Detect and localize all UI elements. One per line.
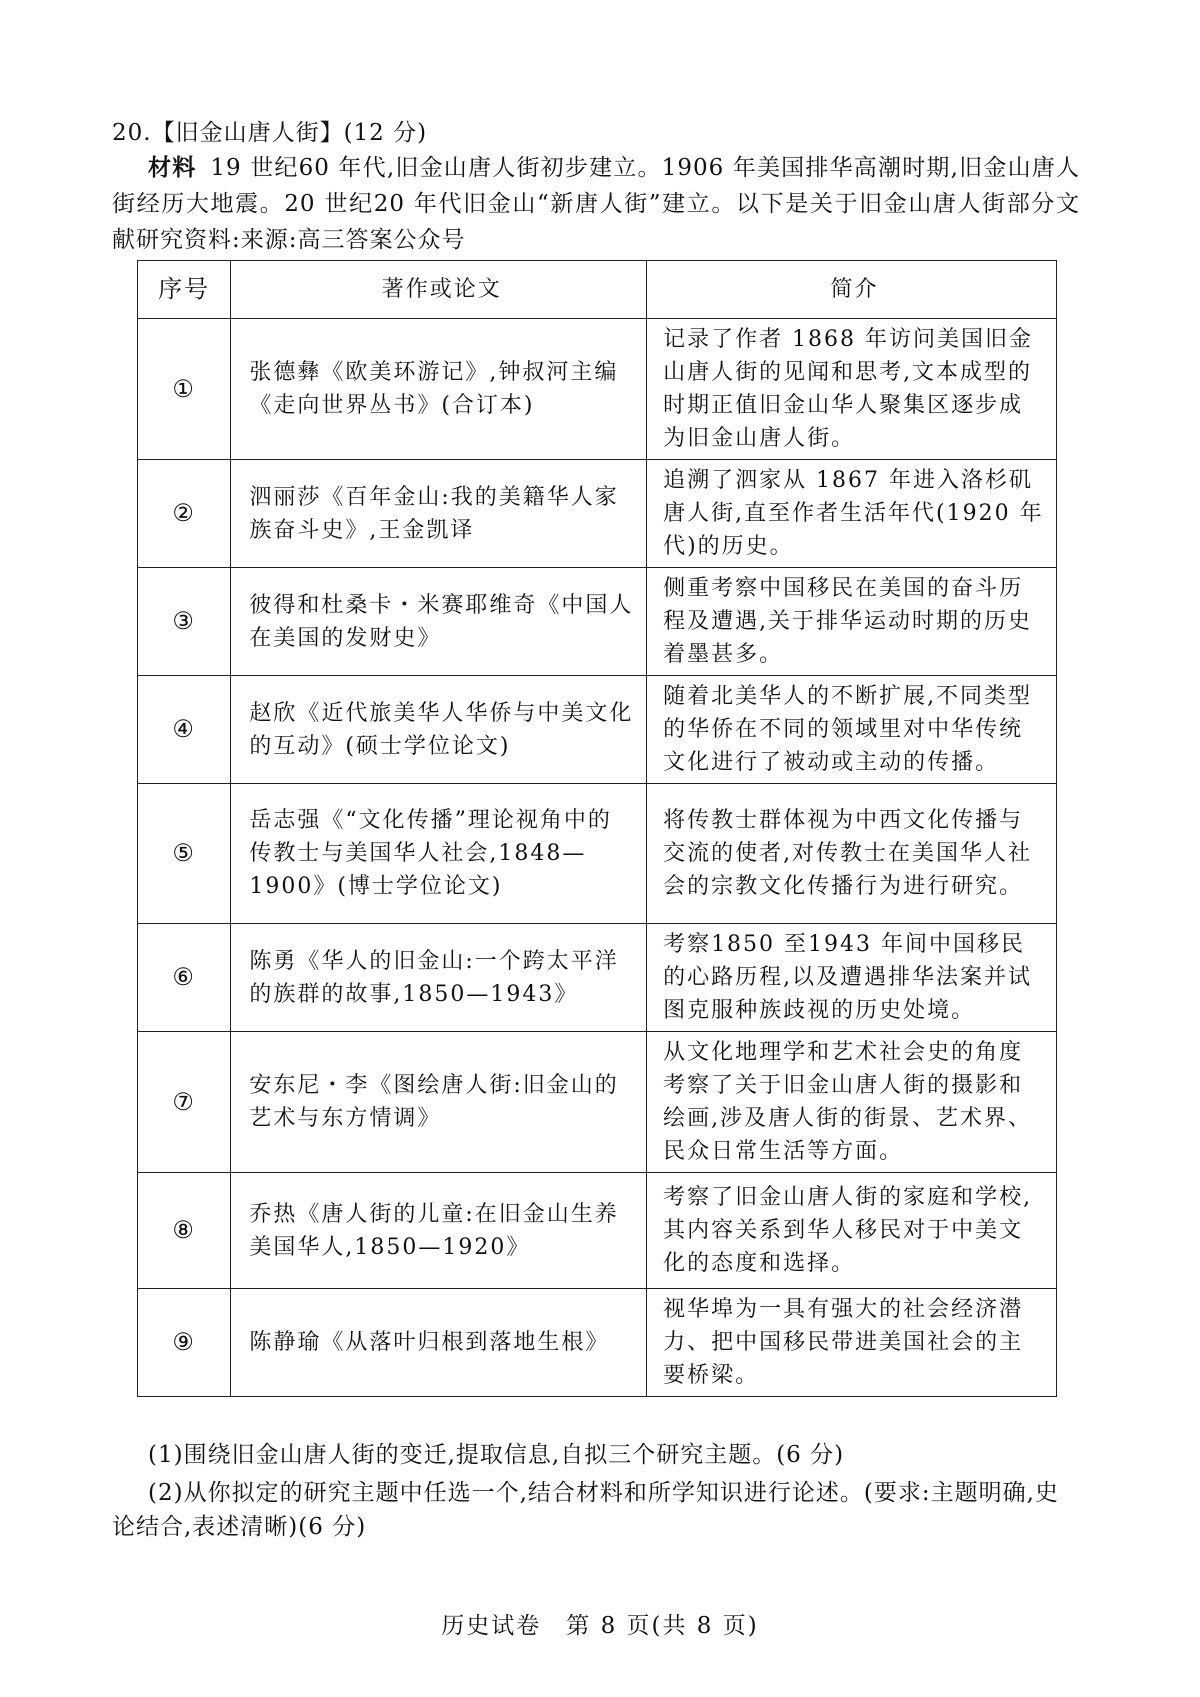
row-intro: 从文化地理学和艺术社会史的角度考察了关于旧金山唐人街的摄影和绘画,涉及唐人街的街景、艺术界、民众日常生活等方面。 bbox=[647, 1032, 1057, 1173]
header-intro: 简介 bbox=[647, 261, 1057, 319]
row-work: 张德彝《欧美环游记》,钟叔河主编《走向世界丛书》(合订本) bbox=[231, 319, 647, 460]
row-intro: 考察了旧金山唐人街的家庭和学校,其内容关系到华人移民对于中美文化的态度和选择。 bbox=[647, 1173, 1057, 1289]
table-row bbox=[138, 676, 1057, 784]
row-work: 泗丽莎《百年金山:我的美籍华人家族奋斗史》,王金凯译 bbox=[231, 460, 647, 568]
row-work: 赵欣《近代旅美华人华侨与中美文化的互动》(硕士学位论文) bbox=[231, 676, 647, 784]
row-number: ⑨ bbox=[138, 1289, 231, 1397]
row-intro: 随着北美华人的不断扩展,不同类型的华侨在不同的领域里对中华传统文化进行了被动或主动的传播。 bbox=[647, 676, 1057, 784]
table-row bbox=[138, 1173, 1057, 1289]
table-row bbox=[138, 460, 1057, 568]
material-paragraph bbox=[112, 150, 1080, 258]
row-number: ③ bbox=[138, 568, 231, 676]
row-intro: 考察1850 至1943 年间中国移民的心路历程,以及遭遇排华法案并试图克服种族歧视的历史处境。 bbox=[647, 924, 1057, 1032]
question-title: 20.【旧金山唐人街】(12 分) bbox=[112, 120, 428, 146]
material-text: 19 世纪60 年代,旧金山唐人街初步建立。1906 年美国排华高潮时期,旧金山唐人街经历大地震。20 世纪20 年代旧金山“新唐人街”建立。以下是关于旧金山唐人街部分文献研究资料:来源:高三答案公众号 bbox=[112, 155, 1080, 253]
row-number: ④ bbox=[138, 676, 231, 784]
row-work: 乔热《唐人街的儿童:在旧金山生养美国华人,1850—1920》 bbox=[231, 1173, 647, 1289]
row-number: ⑦ bbox=[138, 1032, 231, 1173]
table-row bbox=[138, 319, 1057, 460]
sub-question-1: (1)围绕旧金山唐人街的变迁,提取信息,自拟三个研究主题。(6 分) bbox=[148, 1442, 845, 1468]
row-number: ② bbox=[138, 460, 231, 568]
table-header-row bbox=[138, 261, 1057, 319]
row-work: 陈静瑜《从落叶归根到落地生根》 bbox=[231, 1289, 647, 1397]
row-number: ⑤ bbox=[138, 784, 231, 924]
row-intro: 记录了作者 1868 年访问美国旧金山唐人街的见闻和思考,文本成型的时期正值旧金山华人聚集区逐步成为旧金山唐人街。 bbox=[647, 319, 1057, 460]
table-row bbox=[138, 784, 1057, 924]
row-intro: 侧重考察中国移民在美国的奋斗历程及遭遇,关于排华运动时期的历史着墨甚多。 bbox=[647, 568, 1057, 676]
row-number: ① bbox=[138, 319, 231, 460]
row-work: 安东尼・李《图绘唐人街:旧金山的艺术与东方情调》 bbox=[231, 1032, 647, 1173]
references-table bbox=[137, 260, 1057, 1397]
row-number: ⑥ bbox=[138, 924, 231, 1032]
page-footer: 历史试卷 第 8 页(共 8 页) bbox=[441, 1613, 759, 1639]
row-work: 岳志强《“文化传播”理论视角中的传教士与美国华人社会,1848—1900》(博士学位论文) bbox=[231, 784, 647, 924]
header-work: 著作或论文 bbox=[231, 261, 647, 319]
row-intro: 视华埠为一具有强大的社会经济潜力、把中国移民带进美国社会的主要桥梁。 bbox=[647, 1289, 1057, 1397]
row-work: 彼得和杜桑卡・米赛耶维奇《中国人在美国的发财史》 bbox=[231, 568, 647, 676]
header-number: 序号 bbox=[138, 261, 231, 319]
table-row bbox=[138, 924, 1057, 1032]
table-row bbox=[138, 1289, 1057, 1397]
row-number: ⑧ bbox=[138, 1173, 231, 1289]
sub-question-2: (2)从你拟定的研究主题中任选一个,结合材料和所学知识进行论述。(要求:主题明确,史论结合,表述清晰)(6 分) bbox=[112, 1480, 1059, 1540]
sub-questions bbox=[112, 1438, 1080, 1548]
row-work: 陈勇《华人的旧金山:一个跨太平洋的族群的故事,1850—1943》 bbox=[231, 924, 647, 1032]
table-row bbox=[138, 1032, 1057, 1173]
table-row bbox=[138, 568, 1057, 676]
row-intro: 追溯了泗家从 1867 年进入洛杉矶唐人街,直至作者生活年代(1920 年代)的历史。 bbox=[647, 460, 1057, 568]
row-intro: 将传教士群体视为中西文化传播与交流的使者,对传教士在美国华人社会的宗教文化传播行为进行研究。 bbox=[647, 784, 1057, 924]
material-label: 材料 bbox=[148, 154, 197, 181]
